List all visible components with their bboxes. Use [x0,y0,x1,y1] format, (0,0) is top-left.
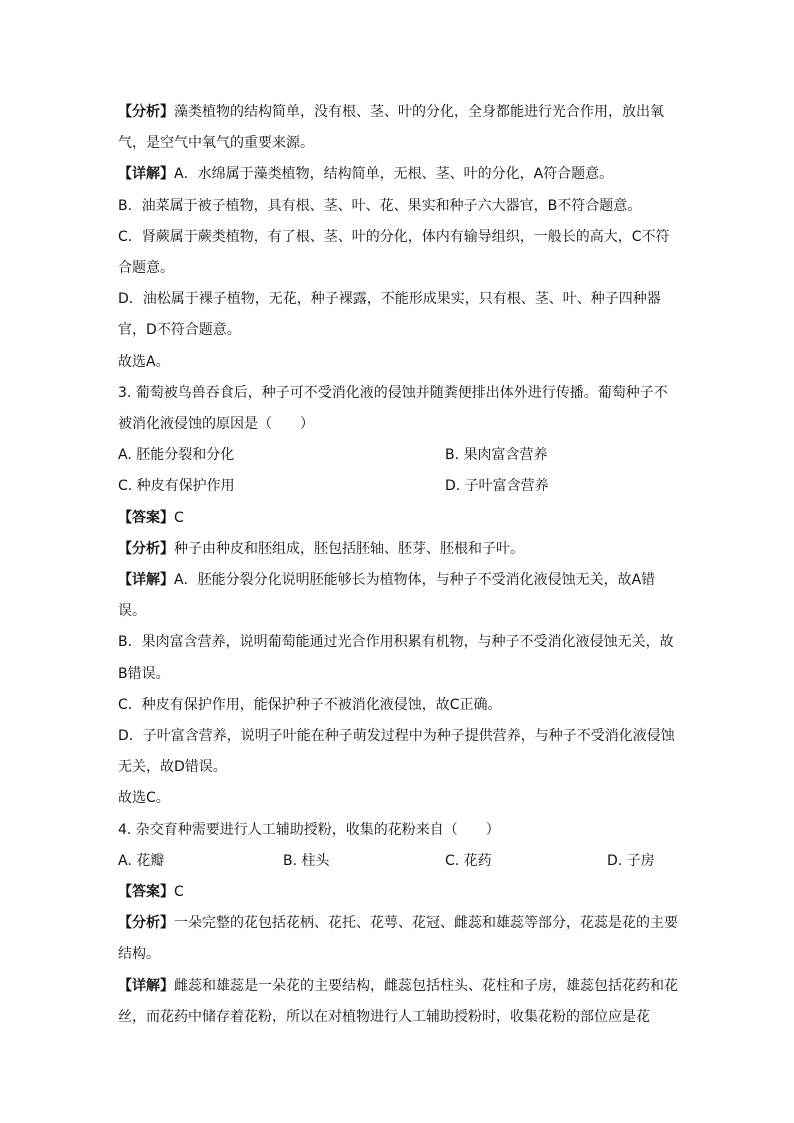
q3-analysis [118,534,678,565]
q4-option-b: B. 柱头 [283,852,330,869]
analysis-tag: 【分析】 [118,540,174,557]
detail-tag: 【详解】 [118,166,174,183]
q3-option-d: D. 子叶富含营养 [445,478,549,495]
analysis-text: 藻类植物的结构简单，没有根、茎、叶的分化，全身都能进行光合作用，放出氧气，是空气中氧气的重要来源。 [118,104,664,152]
detail-text: A．胚能分裂分化说明胚能够长为植物体，与种子不受消化液侵蚀无关，故A错误。 [118,572,656,620]
q4-options-row [118,846,678,877]
q3-option-b: B. 果肉富含营养 [445,447,548,464]
q3-detail-c: C．种皮有保护作用，能保护种子不被消化液侵蚀，故C正确。 [118,696,502,713]
q4-answer [118,877,678,908]
detail-tag: 【详解】 [118,572,174,589]
q2-analysis [118,97,678,159]
q3-detail-a [118,565,678,627]
q3-options-row-1 [118,440,678,471]
q2-conclusion: 故选A。 [118,353,170,370]
answer-value: C [174,509,184,526]
q4-detail [118,971,678,1033]
q3-options-row-2 [118,471,678,502]
page-content [118,97,678,1033]
q4-option-a: A. 花瓣 [118,852,165,869]
q4-option-c: C. 花药 [445,852,492,869]
detail-text: A．水绵属于藻类植物，结构简单，无根、茎、叶的分化，A符合题意。 [174,166,614,183]
q2-detail-d: D．油松属于裸子植物，无花，种子裸露，不能形成果实，只有根、茎、叶、种子四种器官，D不符合题意。 [118,291,661,339]
answer-tag: 【答案】 [118,884,174,901]
analysis-tag: 【分析】 [118,104,174,120]
q3-conclusion: 故选C。 [118,790,170,807]
answer-tag: 【答案】 [118,509,174,526]
q4-stem: 4. 杂交育种需要进行人工辅助授粉，收集的花粉来自（ ） [118,821,500,838]
answer-value: C [174,884,184,901]
detail-tag: 【详解】 [118,977,174,994]
analysis-tag: 【分析】 [118,915,174,932]
analysis-text: 一朵完整的花包括花柄、花托、花萼、花冠、雌蕊和雄蕊等部分，花蕊是花的主要结构。 [118,915,678,963]
q2-detail-b: B．油菜属于被子植物，具有根、茎、叶、花、果实和种子六大器官，B不符合题意。 [118,197,642,214]
q3-detail-b: B．果肉富含营养，说明葡萄能通过光合作用积累有机物，与种子不受消化液侵蚀无关，故B错误。 [118,634,674,682]
q2-detail-a [118,159,678,190]
q3-option-c: C. 种皮有保护作用 [118,478,235,495]
q3-answer [118,503,678,534]
q2-detail-c: C．肾蕨属于蕨类植物，有了根、茎、叶的分化，体内有输导组织，一般长的高大，C不符合题意。 [118,228,670,277]
q3-detail-d: D．子叶富含营养，说明子叶能在种子萌发过程中为种子提供营养，与种子不受消化液侵蚀无关，故D错误。 [118,728,675,776]
q4-option-d: D. 子房 [607,852,655,869]
analysis-text: 种子由种皮和胚组成，胚包括胚轴、胚芽、胚根和子叶。 [174,540,524,557]
q3-option-a: A. 胚能分裂和分化 [118,447,235,464]
q3-stem: 3. 葡萄被鸟兽吞食后，种子可不受消化液的侵蚀并随粪便排出体外进行传播。葡萄种子不被消化液侵蚀的原因是（ ） [118,384,668,433]
q4-analysis [118,908,678,970]
detail-text: 雌蕊和雄蕊是一朵花的主要结构，雌蕊包括柱头、花柱和子房，雄蕊包括花药和花丝，而花药中储存着花粉，所以在对植物进行人工辅助授粉时，收集花粉的部位应是花 [118,977,678,1025]
